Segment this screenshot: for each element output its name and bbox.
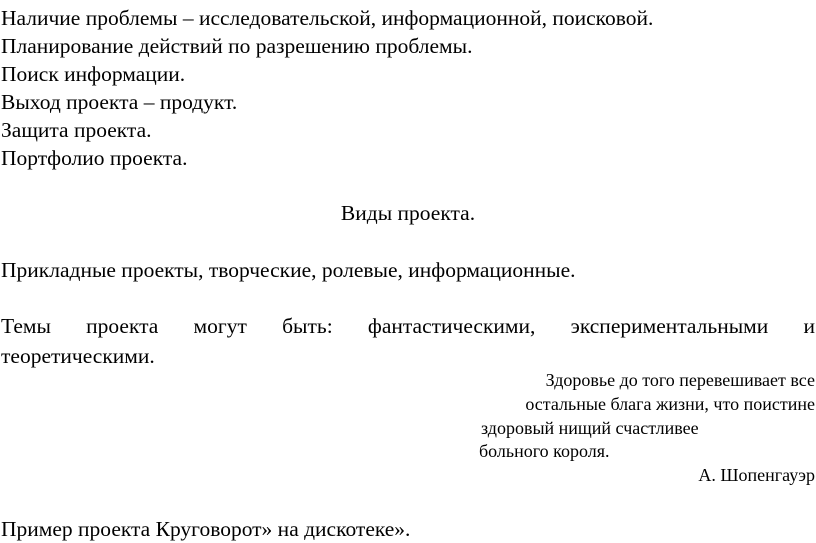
list-item: Поиск информации. (1, 62, 186, 86)
epigraph-line: больного короля. (479, 441, 610, 461)
list-item: Портфолио проекта. (1, 146, 188, 170)
project-types-paragraph: Прикладные проекты, творческие, ролевые, информационные. (1, 258, 576, 282)
section-heading: Виды проекта. (340, 201, 476, 225)
paragraph-line: Темы проекта могут быть: фантастическими, экспериментальными и (1, 314, 815, 338)
list-item: Наличие проблемы – исследовательской, информационной, поисковой. (1, 6, 654, 30)
project-example: Пример проекта Круговорот» на дискотеке». (1, 517, 411, 541)
epigraph-author: А. Шопенгауэр (698, 465, 815, 485)
epigraph-line: здоровый нищий счастливее (481, 418, 699, 438)
project-themes-paragraph (1, 311, 815, 371)
list-item: Выход проекта – продукт. (1, 90, 238, 114)
list-item: Планирование действий по разрешению проблемы. (1, 34, 473, 58)
epigraph-line: Здоровье до того перевешивает все (545, 370, 815, 390)
list-item: Защита проекта. (1, 118, 152, 142)
paragraph-line: теоретическими. (1, 344, 155, 368)
epigraph-line: остальные блага жизни, что поистине (525, 394, 815, 414)
